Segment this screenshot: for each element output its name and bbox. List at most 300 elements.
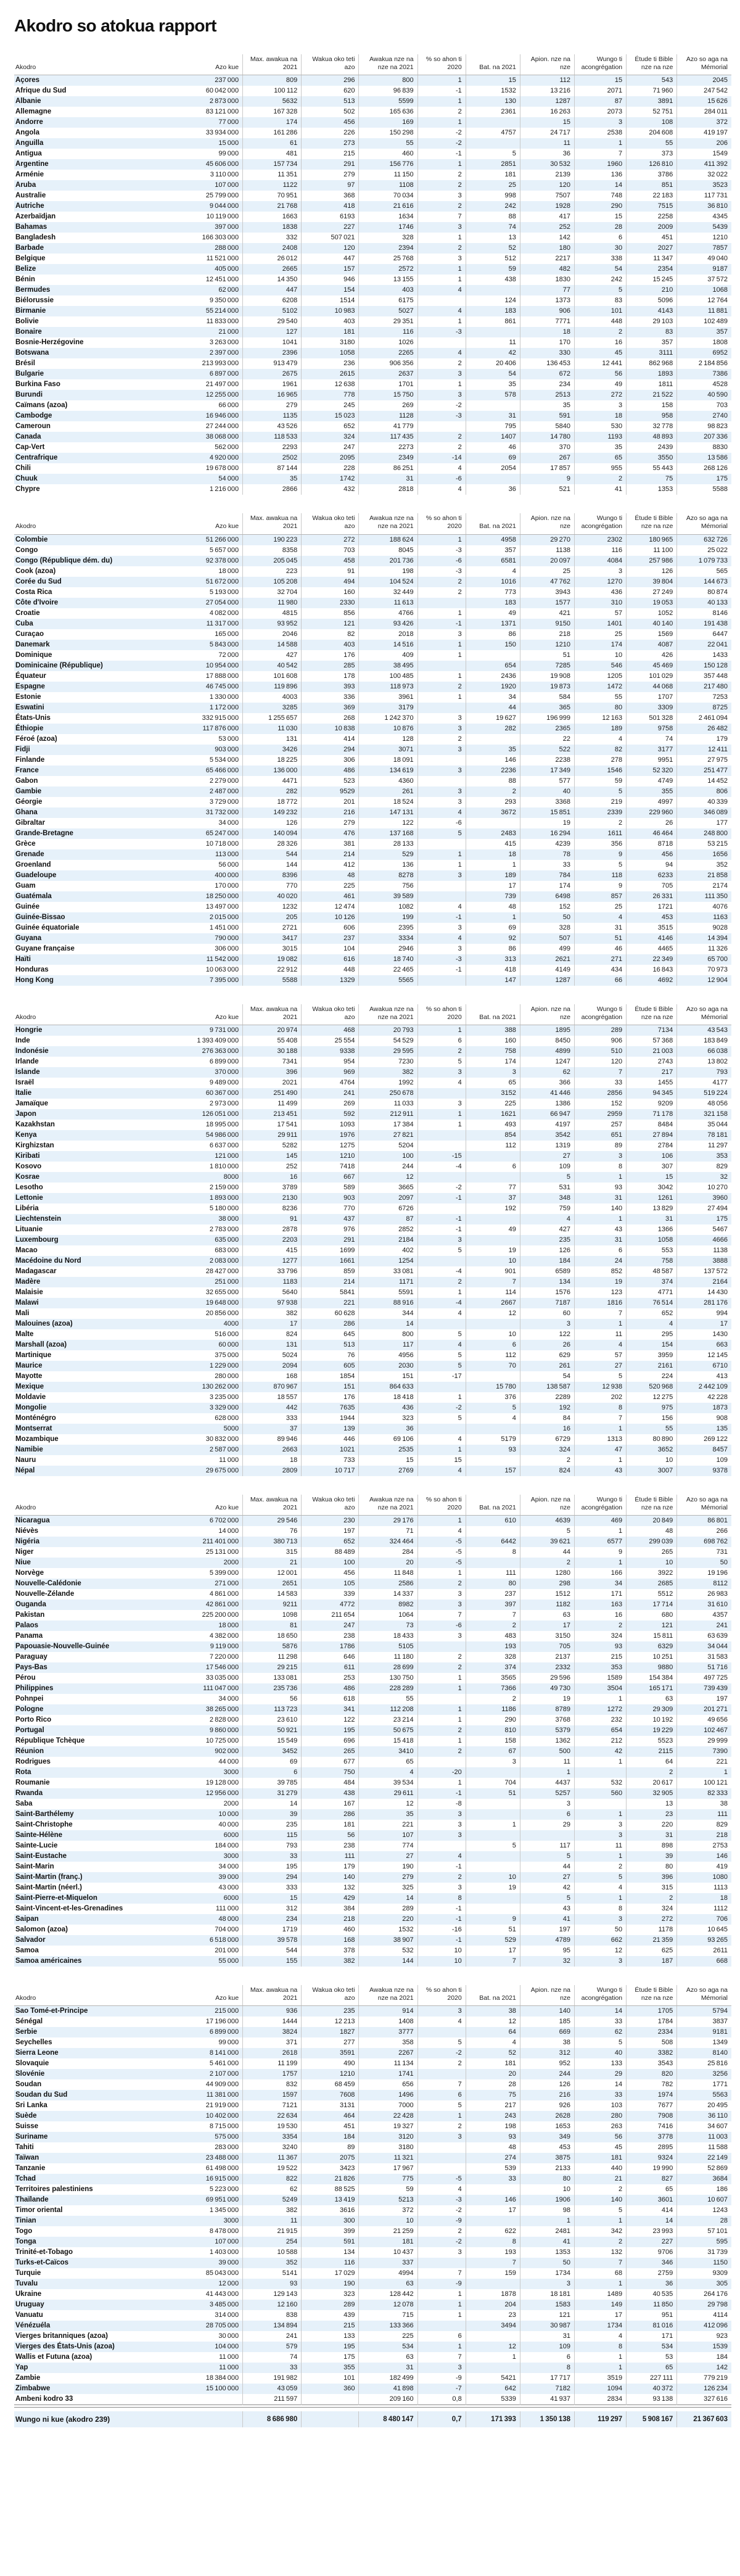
- country-name: Rwanda: [15, 1790, 43, 1797]
- value-cell: 86 251: [359, 463, 417, 474]
- value-cell: 3550: [627, 453, 677, 463]
- value-cell: 184: [677, 2352, 731, 2363]
- value-cell: 7: [466, 1956, 520, 1967]
- value-cell: 31 583: [677, 1652, 731, 1662]
- value-cell: 93: [575, 1183, 627, 1193]
- value-cell: 17: [466, 2205, 520, 2216]
- value-cell: 41 779: [359, 421, 417, 432]
- value-cell: 66: [575, 975, 627, 986]
- value-cell: 2: [575, 1620, 627, 1631]
- value-cell: 55 000: [218, 1957, 239, 1965]
- value-cell: -1: [417, 619, 466, 629]
- value-cell: 2: [417, 1872, 466, 1883]
- value-cell: 19 229: [627, 1725, 677, 1736]
- country-name: Nigéria: [15, 1538, 39, 1545]
- value-cell: 703: [302, 545, 359, 556]
- value-cell: 1597: [243, 2090, 302, 2100]
- table-row: [14, 1526, 731, 1537]
- country-name: Grande-Bretagne: [15, 829, 73, 837]
- value-cell: 1247: [520, 1057, 574, 1067]
- value-cell: 63: [627, 1694, 677, 1704]
- value-cell: 14: [575, 2006, 627, 2017]
- table-row: [14, 2363, 731, 2373]
- value-cell: 1094: [575, 2384, 627, 2394]
- value-cell: 11 134: [359, 2058, 417, 2069]
- value-cell: 1112: [677, 1904, 731, 1914]
- value-cell: 2 083 000: [209, 1257, 239, 1265]
- value-cell: 92 378 000: [205, 556, 239, 564]
- value-cell: 2: [417, 734, 466, 745]
- value-cell: 112: [466, 1141, 520, 1151]
- value-cell: [466, 2184, 520, 2195]
- value-cell: 544: [243, 849, 302, 860]
- value-cell: 3 485 000: [209, 2301, 239, 2309]
- value-cell: 83 121 000: [205, 108, 239, 116]
- value-cell: 341: [302, 1704, 359, 1715]
- value-cell: 36 110: [677, 2111, 731, 2121]
- value-cell: 397: [466, 1600, 520, 1610]
- value-cell: 21 858: [677, 870, 731, 881]
- value-cell: [417, 881, 466, 891]
- table-row: [14, 1078, 731, 1088]
- value-cell: 378: [302, 1946, 359, 1956]
- value-cell: 360: [302, 2384, 359, 2394]
- value-cell: 121: [520, 2310, 574, 2321]
- value-cell: 352: [243, 2258, 302, 2268]
- value-cell: 190: [302, 2279, 359, 2289]
- value-cell: 5: [575, 2037, 627, 2048]
- value-cell: 76: [243, 1526, 302, 1537]
- country-name: Bosnie-Herzégovine: [15, 339, 84, 347]
- country-name: Curaçao: [15, 630, 44, 638]
- value-cell: 7908: [627, 2111, 677, 2121]
- value-cell: 33: [243, 2363, 302, 2373]
- value-cell: 29 103: [627, 316, 677, 327]
- value-cell: 21 522: [627, 390, 677, 400]
- country-name: Botswana: [15, 349, 49, 357]
- value-cell: 82: [302, 629, 359, 640]
- value-cell: 12 163: [575, 713, 627, 724]
- value-cell: 25 768: [359, 254, 417, 264]
- value-cell: 376: [466, 1392, 520, 1403]
- country-name: Serbie: [15, 2028, 38, 2036]
- value-cell: 5: [520, 1851, 574, 1862]
- value-cell: 8: [417, 1893, 466, 1904]
- value-cell: 800: [359, 1329, 417, 1340]
- value-cell: 286: [302, 1319, 359, 1329]
- value-cell: 22 183: [627, 191, 677, 201]
- value-cell: 22: [520, 734, 574, 745]
- value-cell: 403: [302, 640, 359, 650]
- value-cell: 18 384 000: [205, 2374, 239, 2382]
- value-cell: 6 702 000: [209, 1517, 239, 1524]
- value-cell: 384: [302, 1904, 359, 1914]
- value-cell: 1: [417, 860, 466, 870]
- value-cell: 3: [417, 1589, 466, 1600]
- value-cell: 2946: [359, 944, 417, 954]
- country-name: Sao Tomé-et-Principe: [15, 2007, 88, 2015]
- table-row: [14, 2058, 731, 2069]
- value-cell: 286: [302, 1809, 359, 1820]
- value-cell: 3601: [627, 2195, 677, 2205]
- value-cell: 954: [302, 1057, 359, 1067]
- value-cell: 2856: [575, 1088, 627, 1099]
- value-cell: 14: [243, 1799, 302, 1809]
- value-cell: 165 000: [215, 630, 239, 638]
- value-cell: 152: [520, 902, 574, 912]
- value-cell: 3: [417, 713, 466, 724]
- value-cell: 155: [243, 1956, 302, 1967]
- value-cell: 132: [302, 1883, 359, 1893]
- value-cell: 54: [575, 264, 627, 275]
- value-cell: -6: [417, 818, 466, 828]
- value-cell: 284: [359, 1547, 417, 1558]
- value-cell: 170: [520, 337, 574, 348]
- value-cell: 461: [302, 891, 359, 902]
- value-cell: 4: [575, 912, 627, 923]
- value-cell: 8 141 000: [209, 2049, 239, 2057]
- value-cell: 3684: [677, 2174, 731, 2184]
- value-cell: 793: [677, 1067, 731, 1078]
- value-cell: 1960: [575, 159, 627, 170]
- value-cell: 10 718 000: [205, 840, 239, 848]
- value-cell: 2: [417, 587, 466, 598]
- value-cell: 70 973: [677, 965, 731, 975]
- table-row: [14, 1662, 731, 1673]
- value-cell: 15: [359, 1455, 417, 1466]
- value-cell: 8982: [359, 1600, 417, 1610]
- country-name: Zimbabwe: [15, 2385, 51, 2393]
- value-cell: 30 000: [218, 2332, 239, 2340]
- value-cell: 7230: [359, 1057, 417, 1067]
- table-row: [14, 902, 731, 912]
- value-cell: 9 731 000: [209, 1026, 239, 1034]
- value-cell: 119 297: [575, 2411, 627, 2427]
- value-cell: 1: [417, 96, 466, 107]
- value-cell: 832: [243, 2079, 302, 2090]
- value-cell: 236: [302, 358, 359, 369]
- value-cell: 3652: [627, 1445, 677, 1455]
- value-cell: 315: [627, 1883, 677, 1893]
- value-cell: 44 000: [218, 1758, 239, 1765]
- value-cell: 18 740: [359, 954, 417, 965]
- value-cell: 56: [243, 1694, 302, 1704]
- value-cell: 2289: [520, 1392, 574, 1403]
- value-cell: 7: [417, 2352, 466, 2363]
- value-cell: 348: [520, 1193, 574, 1203]
- value-cell: 9: [466, 1914, 520, 1925]
- value-cell: 759: [520, 1203, 574, 1214]
- value-cell: 12: [359, 1799, 417, 1809]
- value-cell: 5: [520, 1893, 574, 1904]
- country-name: Samoa américaines: [15, 1957, 82, 1965]
- value-cell: 140: [575, 1203, 627, 1214]
- value-cell: 810: [466, 1725, 520, 1736]
- value-cell: 126: [243, 818, 302, 828]
- value-cell: 26 331: [627, 891, 677, 902]
- value-cell: 11: [520, 1757, 574, 1767]
- country-name: Kiribati: [15, 1152, 40, 1160]
- value-cell: 280 000: [215, 1372, 239, 1380]
- report-table: [14, 513, 731, 985]
- value-cell: 2395: [359, 923, 417, 933]
- value-cell: 3007: [627, 1466, 677, 1476]
- value-cell: 97 938: [243, 1298, 302, 1308]
- value-cell: 1232: [243, 902, 302, 912]
- value-cell: 41: [520, 1914, 574, 1925]
- value-cell: 293: [466, 797, 520, 807]
- value-cell: 170 000: [215, 881, 239, 890]
- value-cell: 111: [302, 1851, 359, 1862]
- country-name: Costa Rica: [15, 588, 52, 596]
- value-cell: 126 051 000: [202, 1110, 239, 1118]
- value-cell: 276 363 000: [202, 1047, 239, 1055]
- value-cell: 324: [575, 1631, 627, 1641]
- value-cell: 344: [359, 1308, 417, 1319]
- value-cell: 176: [302, 650, 359, 661]
- value-cell: [417, 755, 466, 766]
- value-cell: 500: [520, 1746, 574, 1757]
- value-cell: 1064: [359, 1610, 417, 1620]
- value-cell: 10: [466, 1872, 520, 1883]
- value-cell: 69: [243, 1757, 302, 1767]
- table-row: [14, 1893, 731, 1904]
- value-cell: 1746: [359, 222, 417, 233]
- value-cell: 758: [627, 1256, 677, 1266]
- value-cell: 4: [417, 933, 466, 944]
- value-cell: 6577: [575, 1537, 627, 1547]
- value-cell: 11 347: [627, 254, 677, 264]
- column-header: Max. awakua na 2021: [243, 513, 302, 534]
- value-cell: 22 634: [243, 2111, 302, 2121]
- value-cell: 7386: [677, 369, 731, 379]
- value-cell: 21: [243, 1558, 302, 1568]
- value-cell: 59: [575, 776, 627, 786]
- table-row: [14, 608, 731, 619]
- value-cell: 800: [359, 75, 417, 86]
- value-cell: 271 000: [215, 1580, 239, 1587]
- value-cell: 28 326: [243, 839, 302, 849]
- value-cell: 2: [417, 180, 466, 191]
- table-row: [14, 337, 731, 348]
- value-cell: 40 372: [627, 2384, 677, 2394]
- value-cell: 4197: [520, 1120, 574, 1130]
- table-row: [14, 692, 731, 703]
- value-cell: 3: [417, 766, 466, 776]
- country-name: Gabon: [15, 777, 38, 785]
- value-cell: 513: [302, 96, 359, 107]
- value-cell: 156: [627, 1413, 677, 1424]
- value-cell: 220: [359, 1914, 417, 1925]
- value-cell: 31 279: [243, 1788, 302, 1799]
- value-cell: 102 489: [677, 316, 731, 327]
- value-cell: 111 000: [215, 1905, 239, 1912]
- value-cell: 18 000: [218, 1622, 239, 1629]
- value-cell: 591: [302, 2237, 359, 2247]
- value-cell: 4: [359, 1767, 417, 1778]
- value-cell: 31: [359, 474, 417, 484]
- value-cell: 185: [520, 2017, 574, 2027]
- value-cell: 42: [520, 1883, 574, 1893]
- value-cell: 50: [575, 1925, 627, 1935]
- value-cell: 284 011: [677, 107, 731, 117]
- value-cell: 1928: [520, 201, 574, 212]
- value-cell: 210: [627, 285, 677, 295]
- value-cell: 1135: [243, 411, 302, 421]
- value-cell: 1: [520, 1767, 574, 1778]
- value-cell: 37: [243, 1424, 302, 1434]
- value-cell: 952: [520, 2058, 574, 2069]
- value-cell: 26 983: [677, 1589, 731, 1600]
- value-cell: 1353: [520, 2247, 574, 2258]
- value-cell: 3: [417, 254, 466, 264]
- table-row: [14, 1809, 731, 1820]
- country-name: Cook (azoa): [15, 567, 56, 575]
- value-cell: 91: [302, 566, 359, 577]
- value-cell: 33: [575, 2017, 627, 2027]
- country-name: Ouganda: [15, 1601, 46, 1608]
- value-cell: 228 289: [359, 1683, 417, 1694]
- value-cell: 30 532: [520, 159, 574, 170]
- value-cell: [417, 598, 466, 608]
- value-cell: 2895: [627, 2142, 677, 2153]
- value-cell: 26 012: [243, 254, 302, 264]
- value-cell: 52 869: [677, 2163, 731, 2174]
- value-cell: 33 934 000: [205, 129, 239, 137]
- table-row: [14, 1434, 731, 1445]
- value-cell: 1319: [520, 1141, 574, 1151]
- value-cell: 21 919 000: [205, 2102, 239, 2110]
- value-cell: 26: [627, 818, 677, 828]
- country-name: Tchad: [15, 2175, 36, 2183]
- value-cell: 93: [466, 1445, 520, 1455]
- value-cell: 124: [466, 295, 520, 306]
- value-cell: 3515: [627, 923, 677, 933]
- value-cell: 859: [302, 1266, 359, 1277]
- value-cell: 2 487 000: [209, 787, 239, 795]
- value-cell: 77: [466, 1183, 520, 1193]
- value-cell: 2: [575, 1862, 627, 1872]
- value-cell: 19 530: [243, 2121, 302, 2132]
- value-cell: 269 122: [677, 1434, 731, 1445]
- value-cell: 269: [302, 1099, 359, 1109]
- value-cell: -2: [417, 400, 466, 411]
- value-cell: 7121: [243, 2100, 302, 2111]
- country-name: Kosovo: [15, 1162, 42, 1170]
- column-header: Max. awakua na 2021: [243, 1985, 302, 2006]
- value-cell: 11 297: [677, 1141, 731, 1151]
- value-cell: 244: [520, 2069, 574, 2079]
- table-row: [14, 1715, 731, 1725]
- value-cell: 133: [302, 2331, 359, 2342]
- value-cell: 851: [627, 180, 677, 191]
- table-row: [14, 264, 731, 275]
- table-header-row: [14, 1985, 731, 2006]
- value-cell: 355: [627, 786, 677, 797]
- value-cell: 6: [520, 2352, 574, 2363]
- country-name: Congo: [15, 546, 38, 554]
- value-cell: 2293: [243, 442, 302, 453]
- value-cell: 31: [520, 2331, 574, 2342]
- value-cell: 31 739: [677, 2247, 731, 2258]
- value-cell: 6498: [520, 891, 574, 902]
- country-name: Pakistan: [15, 1611, 45, 1619]
- value-cell: 1532: [466, 86, 520, 96]
- country-name: Malte: [15, 1330, 34, 1338]
- value-cell: 1583: [520, 2300, 574, 2310]
- value-cell: 591: [520, 411, 574, 421]
- value-cell: 560: [575, 1788, 627, 1799]
- value-cell: 1128: [359, 411, 417, 421]
- country-name: Dominicaine (République): [15, 661, 103, 669]
- value-cell: 7253: [677, 692, 731, 703]
- value-cell: 10 588: [243, 2247, 302, 2258]
- value-cell: 1108: [359, 180, 417, 191]
- table-row: [14, 180, 731, 191]
- value-cell: 951: [627, 2310, 677, 2321]
- value-cell: 241: [302, 1088, 359, 1099]
- value-cell: 3000: [223, 1852, 239, 1860]
- value-cell: 29 176: [359, 1516, 417, 1527]
- value-cell: 115: [243, 1830, 302, 1841]
- value-cell: 36: [520, 149, 574, 159]
- value-cell: 5: [575, 285, 627, 295]
- value-cell: -4: [417, 1298, 466, 1308]
- value-cell: 108: [627, 117, 677, 128]
- table-row: [14, 2100, 731, 2111]
- country-name: Sri Lanka: [15, 2102, 47, 2110]
- value-cell: 18 772: [243, 797, 302, 807]
- value-cell: 75: [466, 2090, 520, 2100]
- value-cell: 183: [466, 598, 520, 608]
- value-cell: 26: [520, 1340, 574, 1350]
- value-cell: 5027: [359, 306, 417, 316]
- column-header: Awakua nze na nze na 2021: [359, 54, 417, 75]
- value-cell: 382: [243, 1308, 302, 1319]
- value-cell: 2: [417, 432, 466, 442]
- value-cell: 861: [466, 316, 520, 327]
- table-row: [14, 1162, 731, 1172]
- value-cell: 6 518 000: [209, 1936, 239, 1944]
- column-header: Wakua oko teti azo: [302, 54, 359, 75]
- value-cell: 15 851: [520, 807, 574, 818]
- value-cell: 121: [302, 619, 359, 629]
- value-cell: 5024: [243, 1350, 302, 1361]
- value-cell: 31 610: [677, 1600, 731, 1610]
- value-cell: 382: [359, 1067, 417, 1078]
- value-cell: 460: [302, 1925, 359, 1935]
- value-cell: 656: [359, 2079, 417, 2090]
- value-cell: 191 982: [243, 2373, 302, 2384]
- table-row: [14, 1694, 731, 1704]
- value-cell: 8045: [359, 545, 417, 556]
- value-cell: 23: [466, 2310, 520, 2321]
- value-cell: 226: [302, 128, 359, 138]
- value-cell: 289: [359, 1904, 417, 1914]
- value-cell: 756: [359, 881, 417, 891]
- value-cell: 12 160: [243, 2300, 302, 2310]
- value-cell: 20 495: [677, 2100, 731, 2111]
- value-cell: 5213: [359, 2195, 417, 2205]
- value-cell: 10: [627, 1455, 677, 1466]
- value-cell: 212 911: [359, 1109, 417, 1120]
- value-cell: 2396: [243, 348, 302, 358]
- value-cell: 5591: [359, 1287, 417, 1298]
- value-cell: 1634: [359, 212, 417, 222]
- table-row: [14, 912, 731, 923]
- table-row: [14, 1266, 731, 1277]
- table-row: [14, 2300, 731, 2310]
